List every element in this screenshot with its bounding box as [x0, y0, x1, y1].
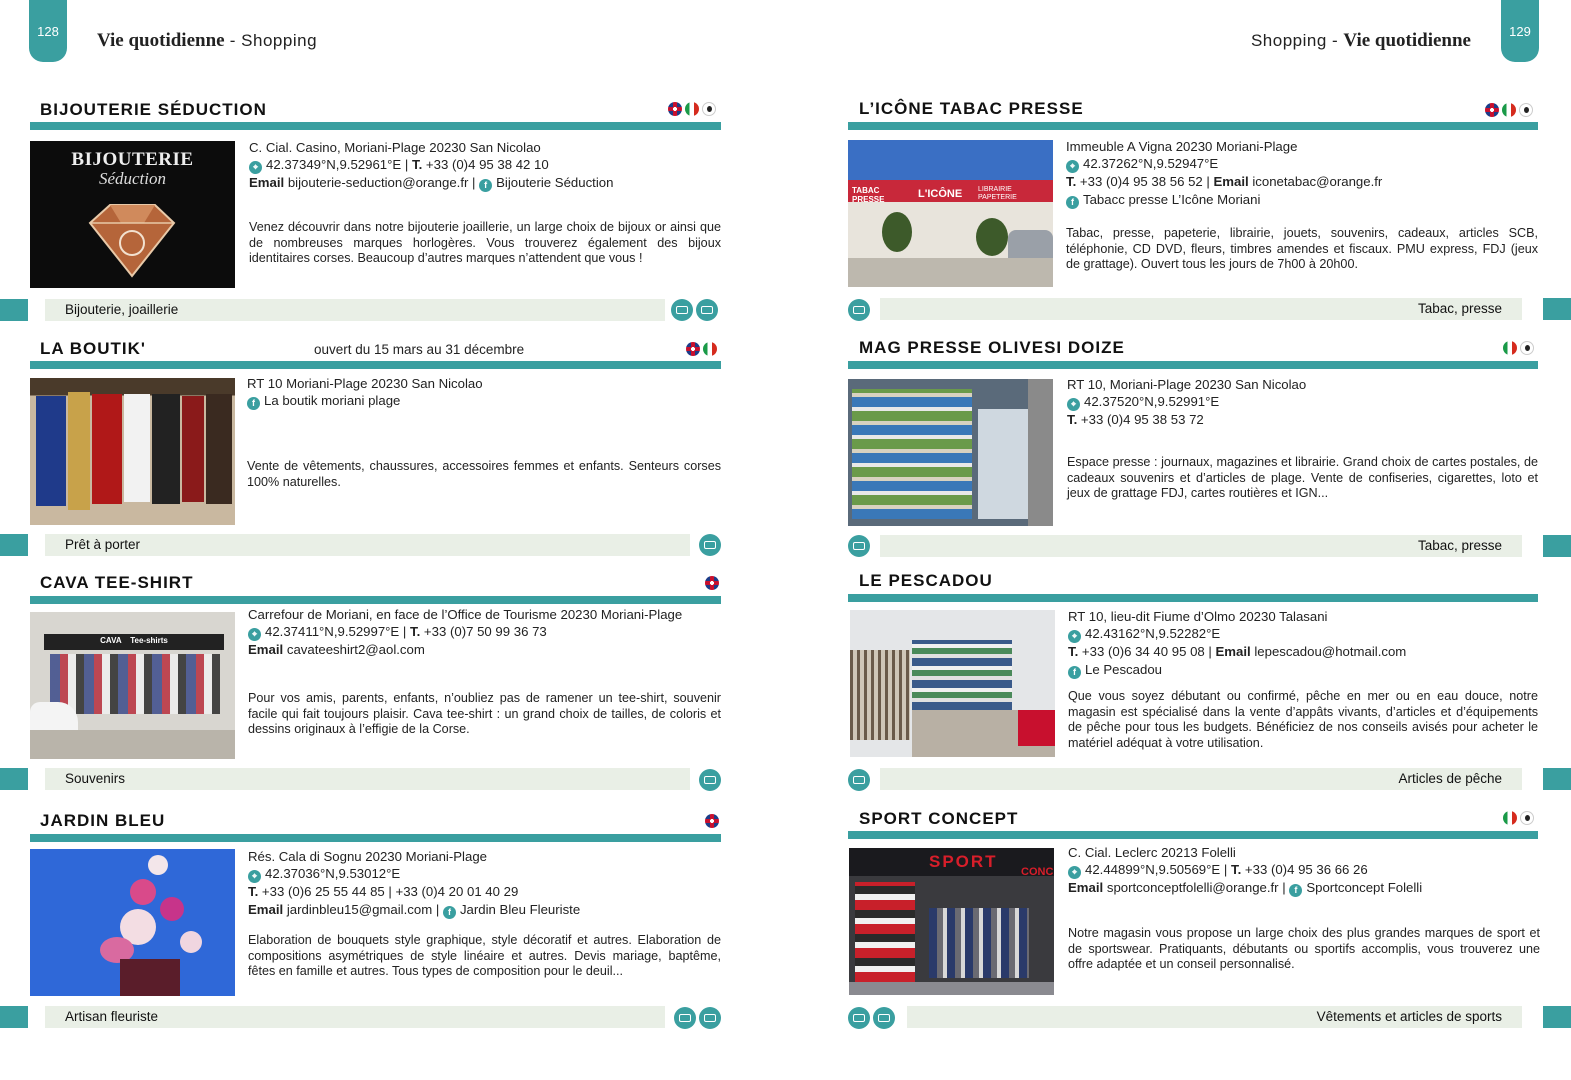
check-payment-icon — [699, 534, 721, 556]
corsica-flag-icon — [702, 102, 716, 116]
gps-icon: ⌖ — [249, 161, 262, 174]
facebook-page: Jardin Bleu Fleuriste — [459, 901, 581, 917]
gps-coordinates: 42.44899°N,9.50569°E — [1085, 862, 1221, 878]
description: Venez découvrir dans notre bijouterie joaillerie, un large choix de bijoux or ainsi que de nombreuses marques horlogères. Vous trouverez également des bijoux identitaires corses. Beaucoup d’autres marques n’attendent que vous ! — [249, 220, 721, 266]
shop-photo — [30, 849, 235, 996]
entry-title: CAVA TEE-SHIRT — [40, 573, 194, 592]
language-flags — [705, 576, 719, 590]
description: Tabac, presse, papeterie, librairie, jouets, souvenirs, cadeaux, articles SCB, téléphonie, CD DVD, fleurs, timbres amendes et fiscaux. PMU express, FDJ (jeux de grattage). Ouvert tous les jours de 7h00 à 20h00. — [1066, 226, 1538, 272]
facebook-page: La boutik moriani plage — [264, 393, 401, 409]
gps-coordinates: 42.37520°N,9.52991°E — [1084, 394, 1220, 410]
page-number-left: 128 — [29, 0, 67, 62]
email: jardinbleu15@gmail.com | — [283, 901, 443, 917]
diamond-logo-icon — [30, 141, 235, 288]
category-bar: Bijouterie, joaillerie — [45, 299, 665, 321]
email: iconetabac@orange.fr — [1248, 174, 1383, 190]
contact-info: Immeuble A Vigna 20230 Moriani-Plage ⌖ 42.37262°N,9.52947°E T. +33 (0)4 95 38 56 52 | Email iconetabac@orange.fr f Tabacc presse L’Icône Moriani — [1066, 138, 1538, 209]
gps-coordinates: 42.37262°N,9.52947°E — [1083, 156, 1219, 172]
language-flags — [1503, 341, 1534, 355]
phone: +33 (0)4 95 36 66 26 — [1241, 862, 1368, 878]
entry-title: JARDIN BLEU — [40, 811, 166, 830]
credit-card-icon — [848, 769, 870, 791]
email: lepescadou@hotmail.com — [1250, 644, 1407, 660]
title-underline — [848, 361, 1538, 369]
uk-flag-icon — [686, 342, 700, 356]
email: sportconceptfolelli@orange.fr | — [1103, 880, 1290, 896]
page-title-right: Shopping - Vie quotidienne — [1250, 30, 1471, 51]
title-underline — [30, 596, 721, 604]
italy-flag-icon — [1502, 103, 1516, 117]
corsica-flag-icon — [1520, 341, 1534, 355]
address: Rés. Cala di Sognu 20230 Moriani-Plage — [248, 849, 487, 864]
description: Notre magasin vous propose un large choix des plus grandes marques de sport et de sportswear. Pratiquants, débutants ou sportifs accomplis, vous trouverez une offre adaptée et un conseil personnalisé. — [1068, 926, 1540, 972]
phone: +33 (0)6 34 40 95 08 | — [1078, 644, 1216, 660]
check-payment-icon — [699, 1007, 721, 1029]
facebook-icon: f — [479, 179, 492, 192]
shop-photo — [850, 610, 1055, 757]
contact-info: RT 10, lieu-dit Fiume d’Olmo 20230 Talasani ⌖ 42.43162°N,9.52282°E T. +33 (0)6 34 40 95 08 | Email lepescadou@hotmail.com f Le Pescadou — [1068, 608, 1538, 679]
contact-info — [247, 375, 721, 410]
address: RT 10 Moriani-Plage 20230 San Nicolao — [247, 376, 483, 391]
title-underline — [30, 834, 721, 842]
phone: +33 (0)6 25 55 44 85 | +33 (0)4 20 01 40 29 — [258, 884, 519, 900]
side-tab — [0, 1006, 28, 1028]
contact-info: Carrefour de Moriani, en face de l’Office de Tourisme 20230 Moriani-Plage ⌖ 42.37411°N,9.52997°E | T. +33 (0)7 50 99 36 73 Email cavateeshirt2@aol.com — [248, 606, 721, 659]
gps-icon: ⌖ — [1067, 398, 1080, 411]
gps-icon: ⌖ — [1068, 630, 1081, 643]
facebook-icon: f — [443, 906, 456, 919]
category-bar: Tabac, presse — [880, 535, 1522, 557]
page-title-left: Vie quotidienne - Shopping — [97, 30, 318, 51]
category-bar: Articles de pêche — [880, 768, 1522, 790]
credit-card-icon — [848, 1007, 870, 1029]
italy-flag-icon — [685, 102, 699, 116]
gps-coordinates: 42.37411°N,9.52997°E — [265, 624, 400, 640]
season-dates: ouvert du 15 mars au 31 décembre — [314, 342, 525, 357]
photo-sign-text: LIBRAIRIE PAPETERIE — [978, 186, 1017, 201]
entry-title: SPORT CONCEPT — [859, 809, 1019, 828]
address: C. Cial. Leclerc 20213 Folelli — [1068, 845, 1236, 860]
phone: +33 (0)4 95 38 42 10 — [422, 157, 549, 173]
phone: +33 (0)4 95 38 56 52 | — [1076, 174, 1214, 190]
uk-flag-icon — [705, 576, 719, 590]
photo-sign-text: CAVA Tee-shirts — [100, 636, 168, 645]
phone: +33 (0)4 95 38 53 72 — [1077, 412, 1204, 428]
facebook-icon: f — [1289, 884, 1302, 897]
side-tab — [0, 768, 28, 790]
credit-card-icon — [848, 299, 870, 321]
address: C. Cial. Casino, Moriani-Plage 20230 San Nicolao — [249, 140, 541, 155]
facebook-page: Le Pescadou — [1085, 661, 1162, 677]
photo-sign-text: SPORT — [929, 852, 998, 871]
facebook-page: Bijouterie Séduction — [496, 175, 614, 191]
side-tab — [1543, 1006, 1571, 1028]
photo-logo-text: BIJOUTERIE — [71, 149, 194, 170]
category-bar: Artisan fleuriste — [45, 1006, 665, 1028]
entry-title: L’ICÔNE TABAC PRESSE — [859, 99, 1084, 118]
language-flags — [1503, 811, 1534, 825]
description: Pour vos amis, parents, enfants, n’oubliez pas de ramener un tee-shirt, souvenir facile qui fait toujours plaisir. Cava tee-shirt : un grand choix de tailles, de coloris et dessins originaux à l’effigie de la Corse. — [248, 691, 721, 737]
shop-photo — [30, 612, 235, 759]
credit-card-icon — [848, 535, 870, 557]
facebook-page: Sportconcept Folelli — [1306, 880, 1423, 896]
photo-sign-text: CONC — [1021, 866, 1054, 878]
photo-sign-text: L'ICÔNE — [918, 188, 963, 200]
side-tab — [1543, 535, 1571, 557]
facebook-icon: f — [1068, 666, 1081, 679]
contact-info: C. Cial. Leclerc 20213 Folelli ⌖ 42.44899°N,9.50569°E | T. +33 (0)4 95 36 66 26 Email sportconceptfolelli@orange.fr | f Sportconcept Folelli — [1068, 844, 1540, 897]
category-bar: Tabac, presse — [880, 298, 1522, 320]
shop-photo — [848, 379, 1053, 526]
check-payment-icon — [699, 769, 721, 791]
photo-logo-script: Séduction — [98, 169, 167, 188]
italy-flag-icon — [703, 342, 717, 356]
entry-title: MAG PRESSE OLIVESI DOIZE — [859, 338, 1125, 357]
entry-title: LE PESCADOU — [859, 571, 993, 590]
uk-flag-icon — [1485, 103, 1499, 117]
credit-card-icon — [674, 1007, 696, 1029]
description: Vente de vêtements, chaussures, accessoires femmes et enfants. Senteurs corses 100% naturelles. — [247, 459, 721, 489]
language-flags — [705, 814, 719, 828]
language-flags — [1485, 103, 1533, 117]
gps-coordinates: 42.43162°N,9.52282°E — [1085, 626, 1221, 642]
category-bar: Souvenirs — [45, 768, 690, 790]
category-bar: Vêtements et articles de sports — [907, 1006, 1522, 1028]
gps-icon: ⌖ — [1068, 866, 1081, 879]
photo-sign-text: TABAC PRESSE — [852, 186, 885, 204]
address: RT 10, Moriani-Plage 20230 San Nicolao — [1067, 377, 1307, 392]
address: Carrefour de Moriani, en face de l’Office de Tourisme 20230 Moriani-Plage — [248, 607, 683, 622]
page-number-right: 129 — [1501, 0, 1539, 62]
shop-photo — [849, 848, 1054, 995]
description: Elaboration de bouquets style graphique, style décoratif et autres. Elaboration de compositions asymétriques de style linéaire et autres. Devis mariage, baptême, fêtes en famille et autres. Tous types de composition pour le deuil... — [248, 933, 721, 979]
email: cavateeshirt2@aol.com — [283, 642, 425, 658]
italy-flag-icon — [1503, 341, 1517, 355]
category-bar: Prêt à porter — [45, 534, 690, 556]
gps-icon: ⌖ — [248, 870, 261, 883]
check-payment-icon — [696, 299, 718, 321]
shop-photo — [30, 141, 235, 288]
gps-icon: ⌖ — [248, 628, 261, 641]
address: RT 10, lieu-dit Fiume d’Olmo 20230 Talasani — [1068, 609, 1328, 624]
email: bijouterie-seduction@orange.fr | — [284, 175, 480, 191]
title-underline — [30, 122, 721, 130]
language-flags — [686, 342, 717, 356]
entry-title: BIJOUTERIE SÉDUCTION — [40, 100, 267, 119]
side-tab — [0, 534, 28, 556]
shop-photo — [848, 140, 1053, 287]
credit-card-icon — [671, 299, 693, 321]
title-underline — [848, 122, 1538, 130]
contact-info: C. Cial. Casino, Moriani-Plage 20230 San Nicolao ⌖ 42.37349°N,9.52961°E | T. +33 (0)4 95 38 42 10 Email bijouterie-seduction@orange.fr | f Bijouterie Séduction — [249, 139, 721, 192]
title-underline — [30, 361, 721, 369]
title-underline — [848, 594, 1538, 602]
uk-flag-icon — [705, 814, 719, 828]
side-tab — [0, 299, 28, 321]
uk-flag-icon — [668, 102, 682, 116]
facebook-icon: f — [247, 397, 260, 410]
contact-info: RT 10, Moriani-Plage 20230 San Nicolao ⌖ 42.37520°N,9.52991°E T. +33 (0)4 95 38 53 72 — [1067, 376, 1538, 429]
gps-coordinates: 42.37349°N,9.52961°E — [266, 157, 402, 173]
italy-flag-icon — [1503, 811, 1517, 825]
gps-coordinates: 42.37036°N,9.53012°E — [265, 866, 401, 882]
entry-title: LA BOUTIK' — [40, 339, 146, 358]
check-payment-icon — [873, 1007, 895, 1029]
title-underline — [848, 831, 1538, 839]
facebook-page: Tabacc presse L’Icône Moriani — [1083, 191, 1261, 207]
corsica-flag-icon — [1519, 103, 1533, 117]
side-tab — [1543, 768, 1571, 790]
side-tab — [1543, 298, 1571, 320]
corsica-flag-icon — [1520, 811, 1534, 825]
language-flags — [668, 102, 716, 116]
facebook-icon: f — [1066, 196, 1079, 209]
address: Immeuble A Vigna 20230 Moriani-Plage — [1066, 139, 1298, 154]
shop-photo — [30, 378, 235, 525]
description: Espace presse : journaux, magazines et librairie. Grand choix de cartes postales, de cadeaux souvenirs et d’articles de plage. Vente de confiseries, cigarettes, loto et jeux de grattage FDJ, cartes routières et IGN... — [1067, 455, 1538, 501]
description: Que vous soyez débutant ou confirmé, pêche en mer ou en eau douce, notre magasin est spécialisé dans la vente d’appâts vivants, d’articles et d’équipements de pêche pour tous les budgets. Bénéficiez de nos conseils avisés pour acheter le matériel adéquat à votre utilisation. — [1068, 689, 1538, 750]
gps-icon: ⌖ — [1066, 160, 1079, 173]
phone: +33 (0)7 50 99 36 73 — [420, 624, 547, 640]
contact-info: Rés. Cala di Sognu 20230 Moriani-Plage ⌖ 42.37036°N,9.53012°E T. +33 (0)6 25 55 44 85 | +33 (0)4 20 01 40 29 Email jardinbleu15@gmail.com | f Jardin Bleu Fleuriste — [248, 848, 721, 919]
